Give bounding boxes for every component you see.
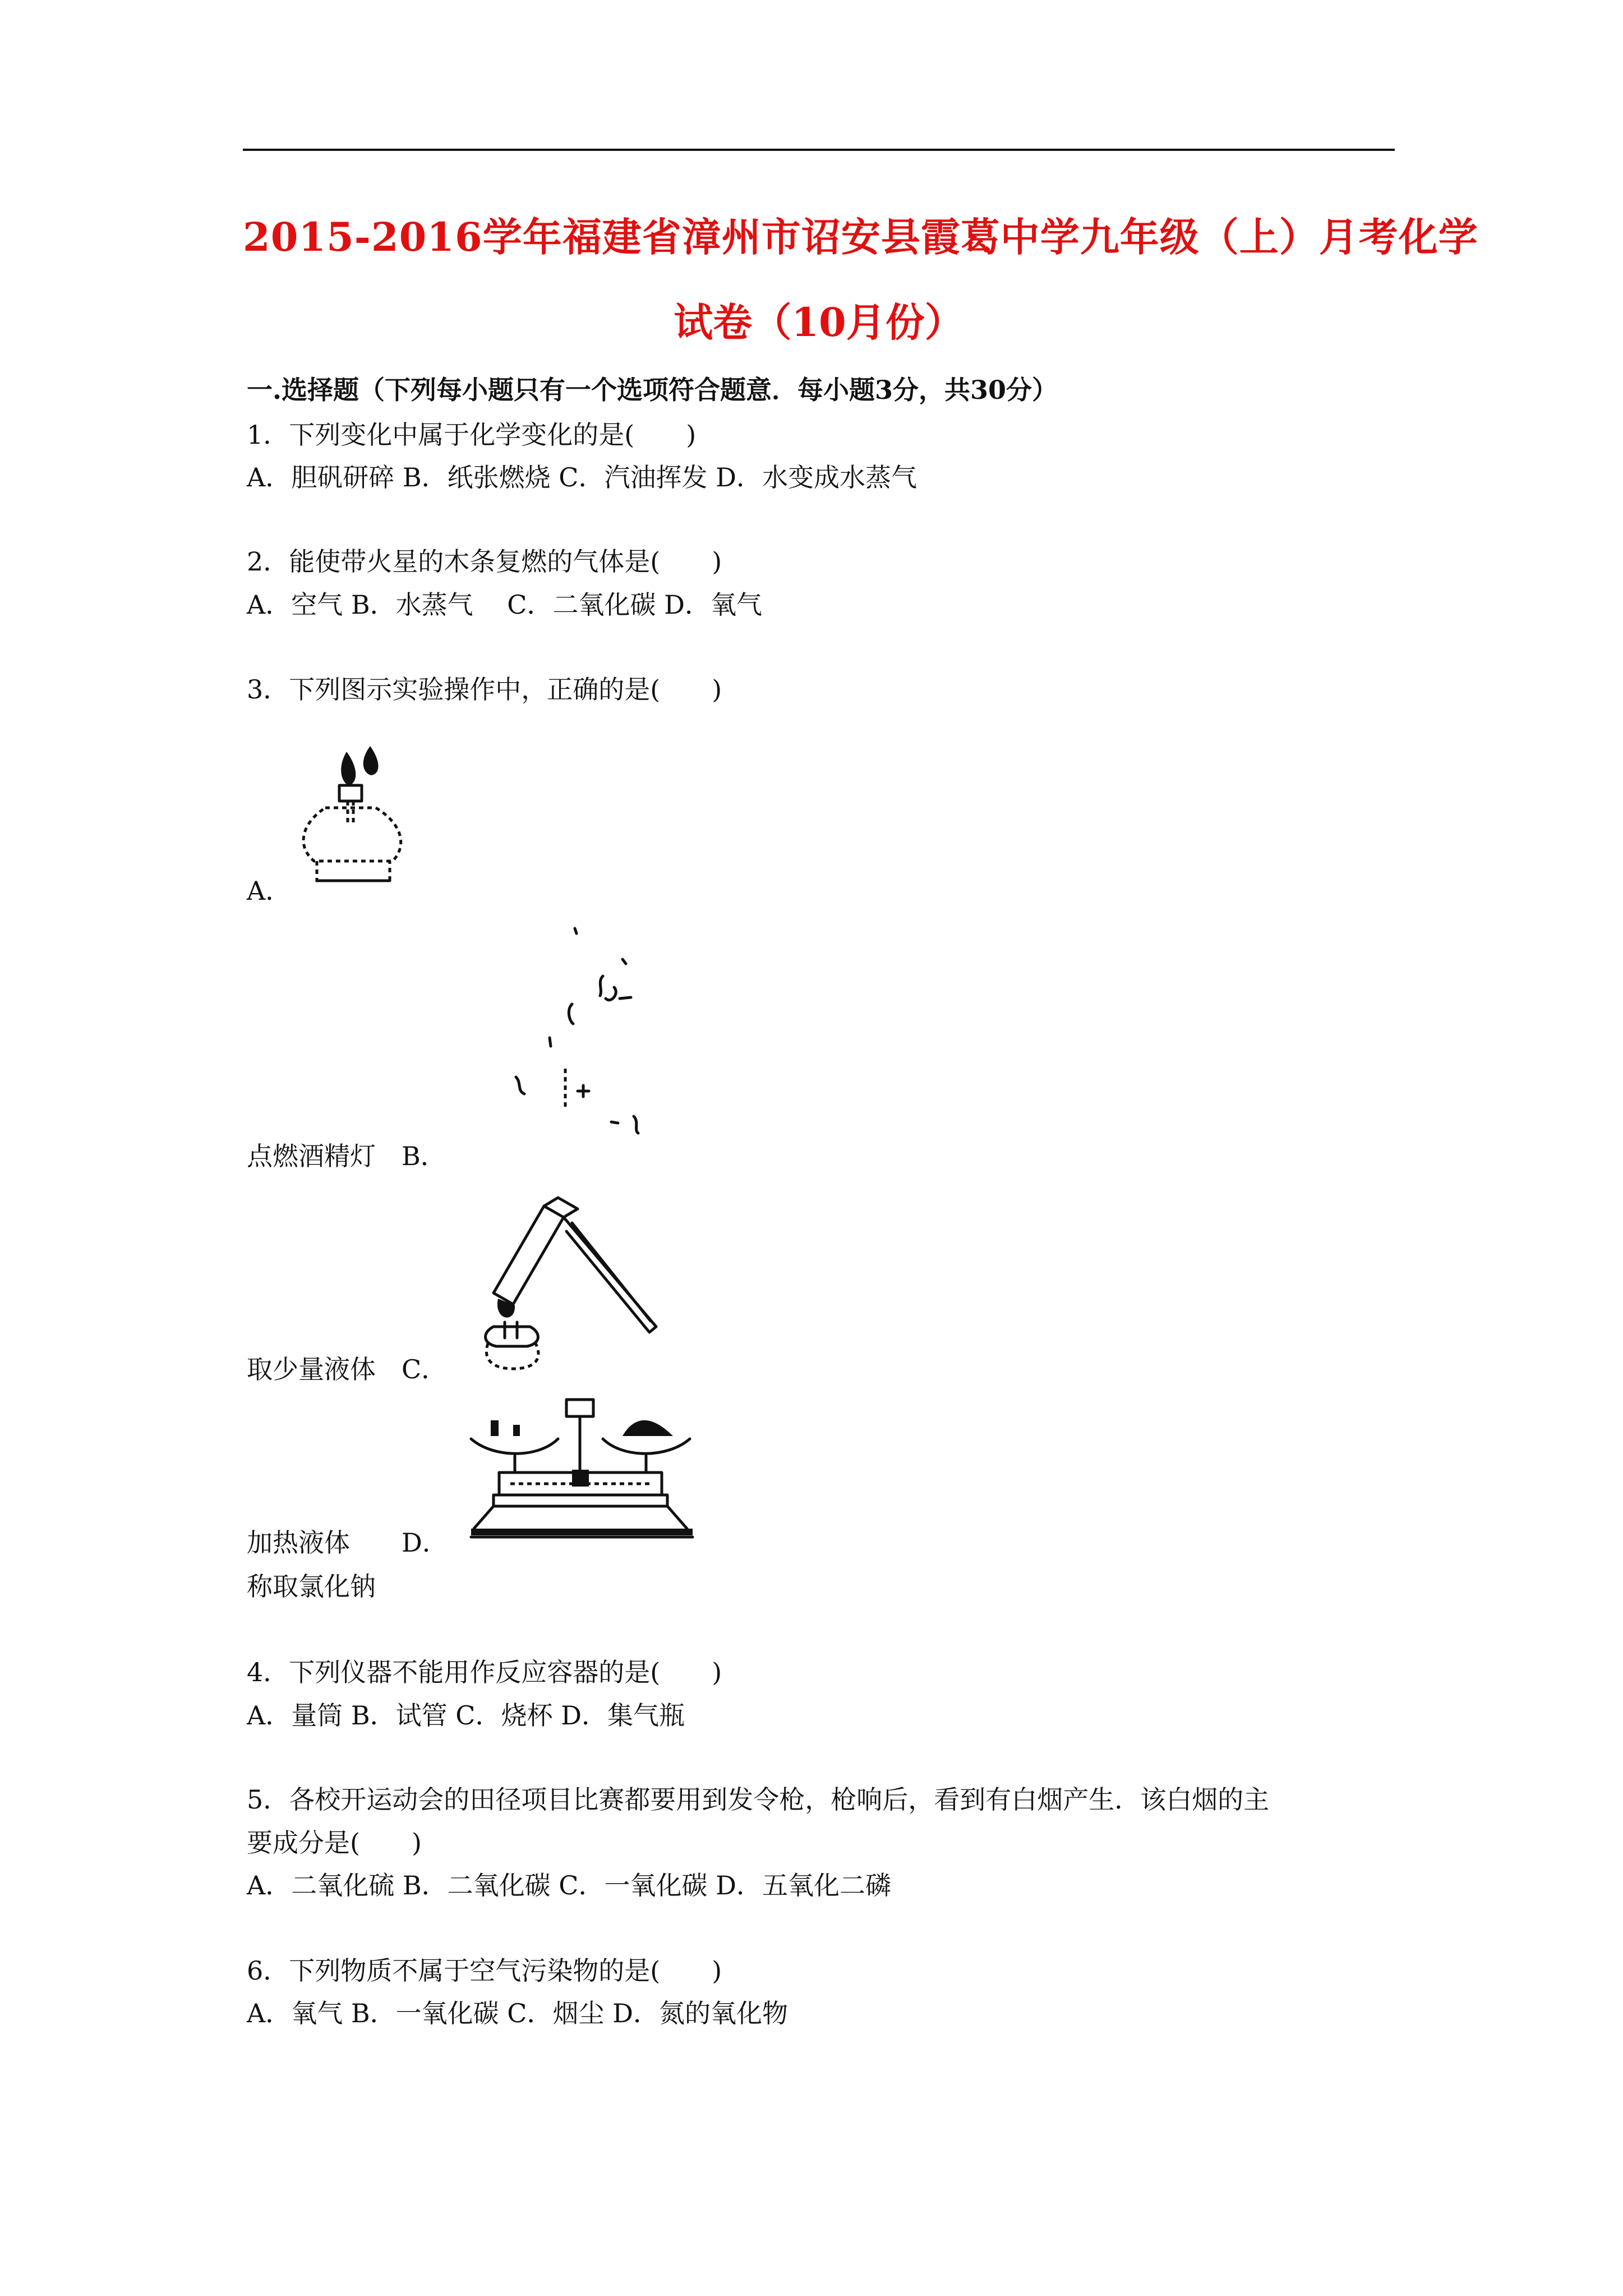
q3-d-caption: 称取氯化钠 xyxy=(247,1571,376,1602)
exam-title-line2: 试卷（10月份） xyxy=(674,299,964,346)
q6-options: A．氧气 B．一氧化碳 C．烟尘 D．氮的氧化物 xyxy=(247,1998,788,2028)
q1-stem: 1．下列变化中属于化学变化的是( ) xyxy=(247,420,697,450)
q3-b-caption-c-letter: 取少量液体 C． xyxy=(247,1354,448,1384)
figure-c-test-tube-heating-icon xyxy=(460,1175,662,1388)
q4-options: A．量筒 B．试管 C．烧杯 D．集气瓶 xyxy=(247,1700,685,1731)
q3-a-caption-b-letter: 点燃酒精灯 B． xyxy=(247,1141,446,1171)
q2-options: A．空气 B．水蒸气 C．二氧化碳 D．氧气 xyxy=(247,590,762,620)
section-heading: 一.选择题（下列每小题只有一个选项符合题意．每小题3分，共30分） xyxy=(247,375,1058,405)
q5-stem-line1: 5．各校开运动会的田径项目比赛都要用到发令枪，枪响后，看到有白烟产生．该白烟的主 xyxy=(247,1784,1270,1815)
exam-title-line1: 2015-2016学年福建省漳州市诏安县霞葛中学九年级（上）月考化学 xyxy=(243,214,1478,260)
figure-a-alcohol-lamp-icon xyxy=(286,729,421,898)
figure-d-balance-icon xyxy=(460,1386,701,1554)
q3-c-caption-d-letter: 加热液体 D． xyxy=(247,1527,448,1558)
q2-stem: 2．能使带火星的木条复燃的气体是( ) xyxy=(247,546,722,577)
q3-stem: 3．下列图示实验操作中，正确的是( ) xyxy=(247,674,722,705)
q4-stem: 4．下列仪器不能用作反应容器的是( ) xyxy=(247,1657,722,1687)
figure-b-dropper-icon xyxy=(494,926,684,1161)
q5-stem-line2: 要成分是( ) xyxy=(247,1828,422,1858)
q5-options: A．二氧化硫 B．二氧化碳 C．一氧化碳 D．五氧化二磷 xyxy=(247,1870,891,1901)
q1-options: A．胆矾研碎 B．纸张燃烧 C．汽油挥发 D．水变成水蒸气 xyxy=(247,462,917,493)
header-rule xyxy=(243,149,1395,151)
q6-stem: 6．下列物质不属于空气污染物的是( ) xyxy=(247,1955,722,1986)
q3-a-letter: A． xyxy=(247,876,292,906)
